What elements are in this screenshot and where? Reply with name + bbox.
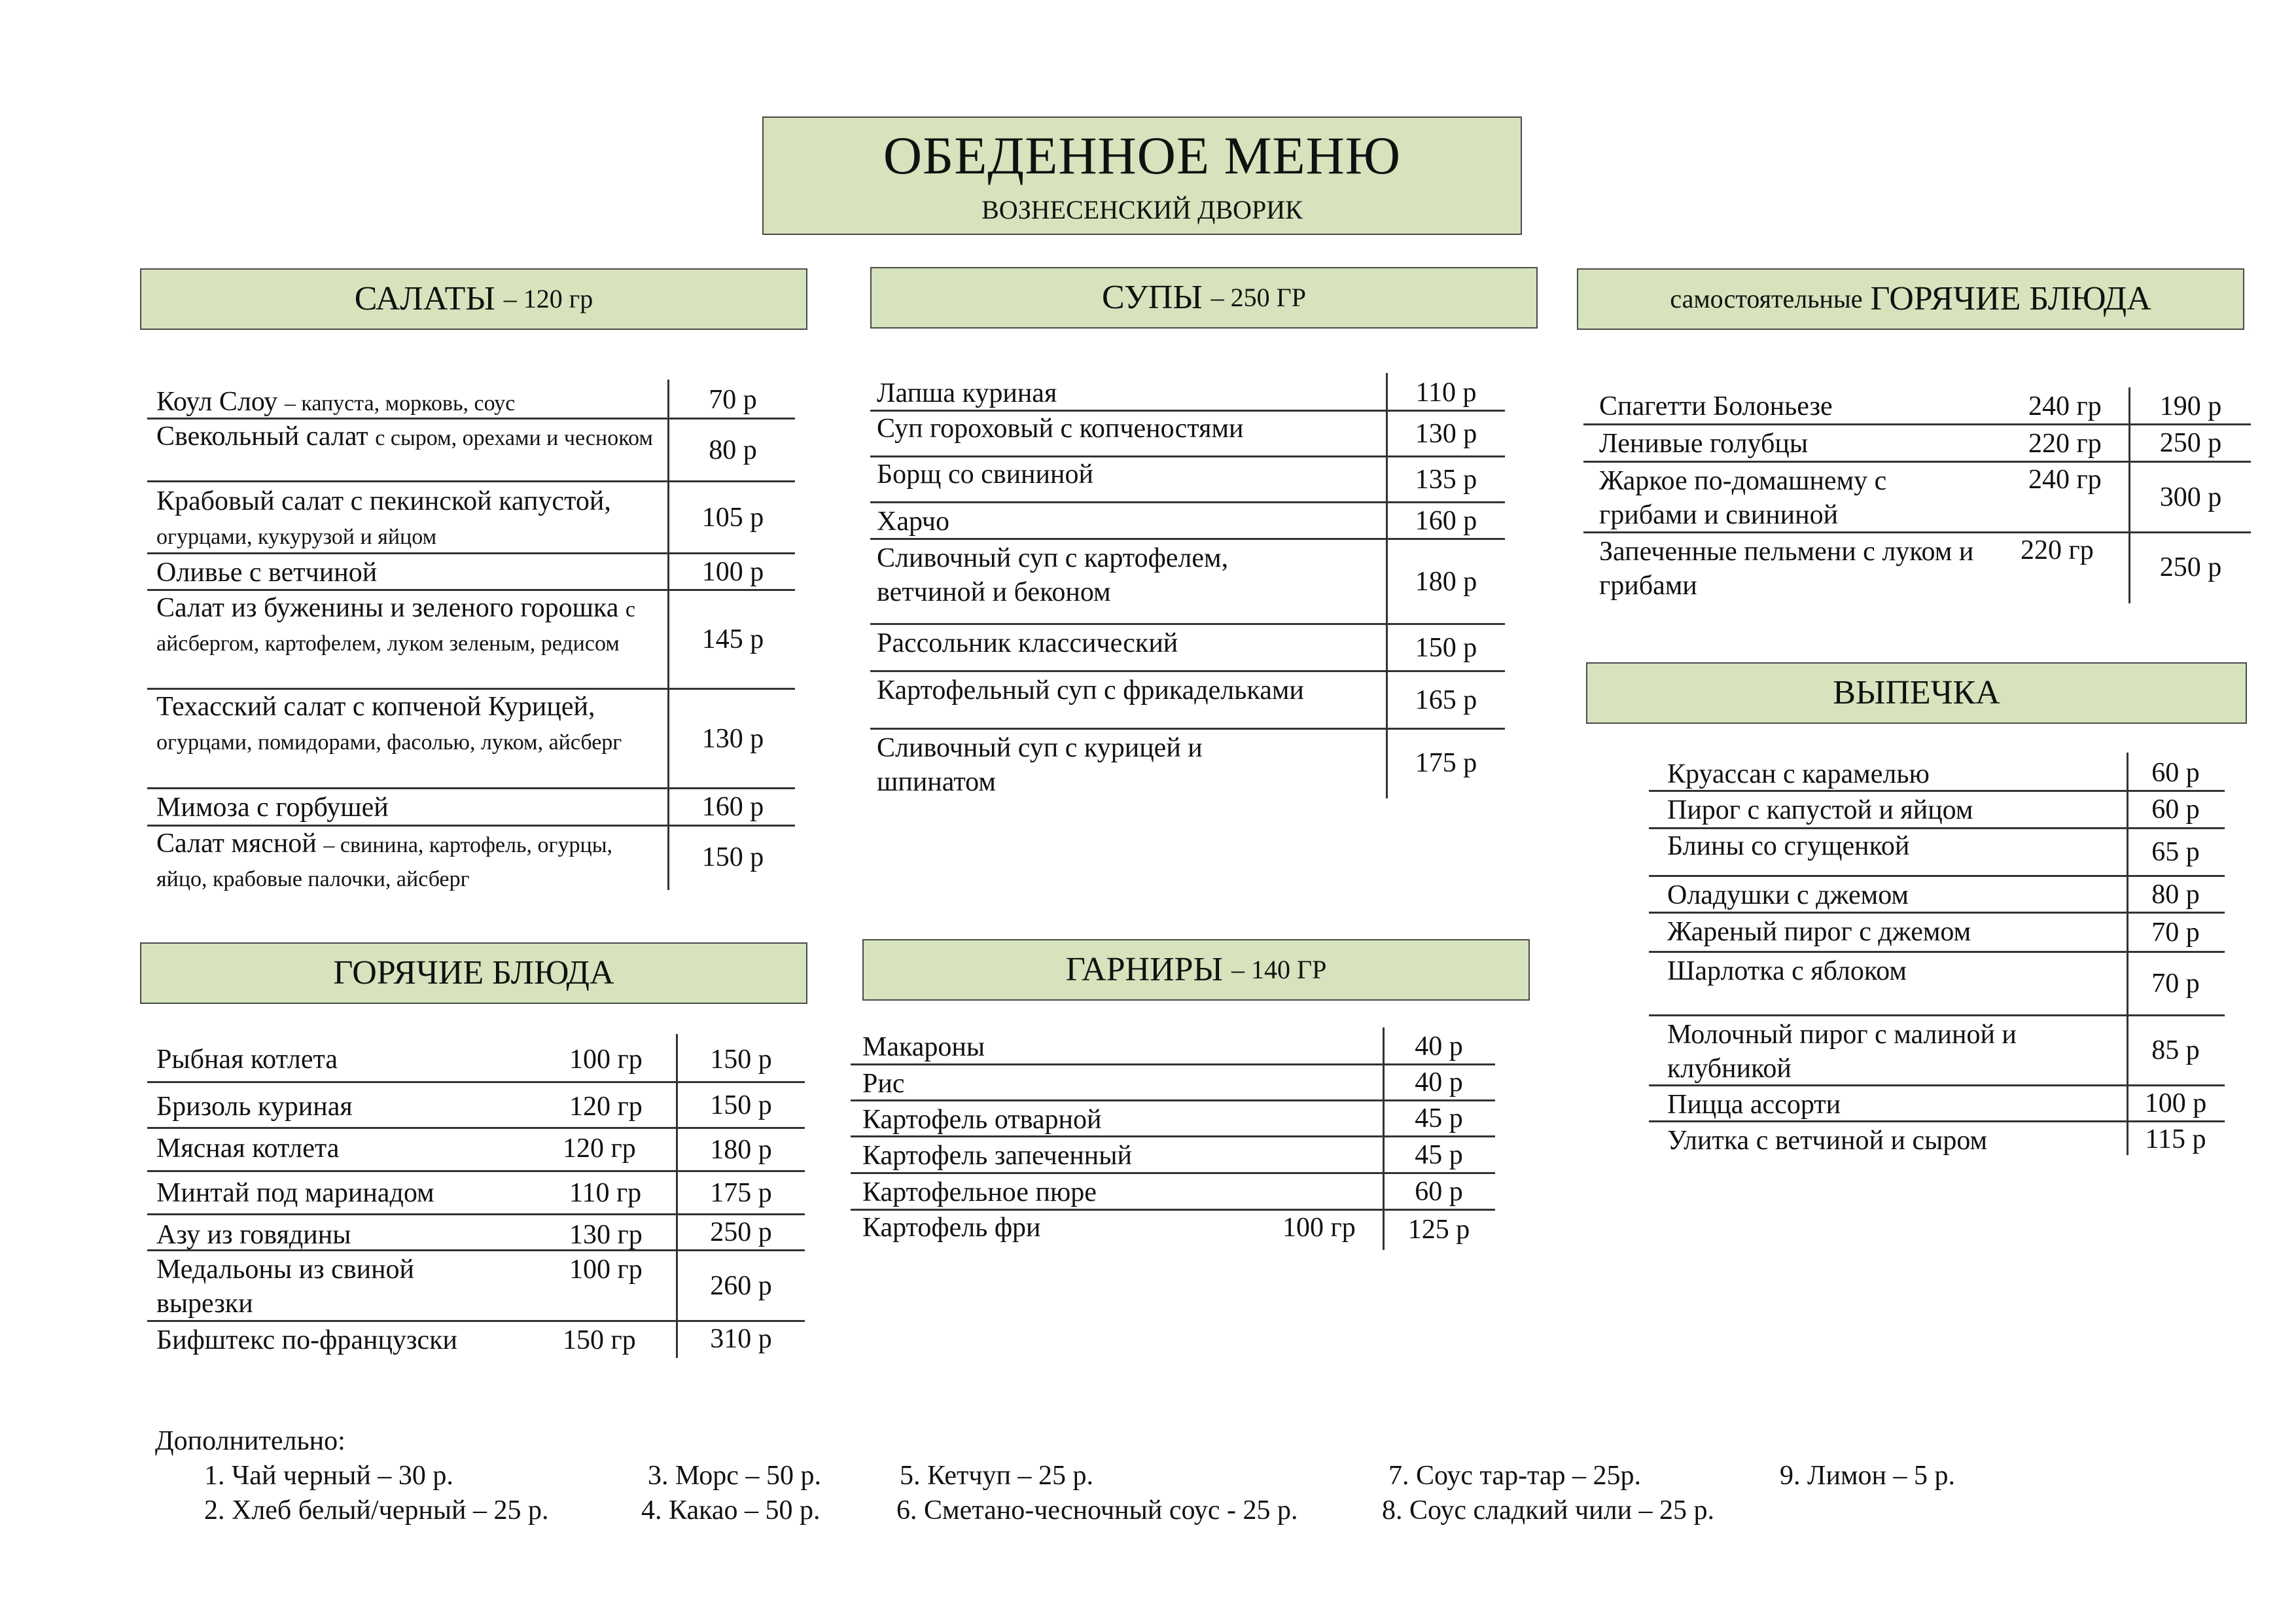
item-name: Рыбная котлета xyxy=(156,1044,338,1075)
table-row xyxy=(147,482,795,554)
item-price: 160 р xyxy=(1415,505,1477,536)
table-row xyxy=(1583,463,2251,533)
main-hot-heading: ГОРЯЧИЕ БЛЮДА xyxy=(1870,280,2151,317)
item-name: Медальоны из свиной вырезки xyxy=(156,1255,415,1319)
table-row xyxy=(147,419,795,482)
item-price: 250 р xyxy=(2159,428,2222,458)
item-weight: 220 гр xyxy=(2021,535,2094,565)
item-price: 80 р xyxy=(2151,879,2200,910)
table-row xyxy=(1649,1016,2225,1086)
page-title: ОБЕДЕННОЕ МЕНЮ xyxy=(883,125,1402,185)
item-name: Рассольник классический xyxy=(877,628,1178,658)
item-name: Жареный пирог с джемом xyxy=(1667,917,1971,947)
sides-heading: ГАРНИРЫ xyxy=(1065,951,1223,988)
item-name: Рис xyxy=(862,1069,905,1099)
item-price: 115 р xyxy=(2145,1124,2206,1154)
item-name: Пицца ассорти xyxy=(1667,1090,1841,1120)
sides-header xyxy=(862,939,1530,1001)
item-price: 45 р xyxy=(1415,1103,1463,1133)
item-name: Картофельное пюре xyxy=(862,1177,1097,1207)
item-weight: 130 гр xyxy=(569,1220,643,1250)
extras-item: 9. Лимон – 5 р. xyxy=(1780,1461,1956,1491)
item-price: 130 р xyxy=(1415,418,1477,449)
table-row xyxy=(851,1101,1495,1137)
table-row xyxy=(147,1322,805,1358)
item-weight: 120 гр xyxy=(569,1092,643,1122)
table-row xyxy=(870,375,1505,412)
item-name: Пирог с капустой и яйцом xyxy=(1667,795,1973,825)
table-row xyxy=(851,1065,1495,1101)
table-row xyxy=(870,672,1505,730)
item-weight: 240 гр xyxy=(2028,465,2102,495)
soups-header xyxy=(870,267,1538,329)
item-price: 60 р xyxy=(2151,794,2200,825)
salads-header xyxy=(140,268,807,330)
item-price: 180 р xyxy=(710,1134,772,1165)
table-row xyxy=(851,1211,1495,1250)
item-price: 180 р xyxy=(1415,566,1477,597)
table-row xyxy=(147,1037,805,1083)
item-price: 150 р xyxy=(710,1044,772,1075)
table-row xyxy=(1649,792,2225,829)
item-name: Жаркое по-домашнему с грибами и свининой xyxy=(1599,466,1887,530)
extras-label: Дополнительно: xyxy=(155,1426,345,1456)
table-row xyxy=(851,1137,1495,1174)
item-name: Молочный пирог с малиной и клубникой xyxy=(1667,1020,2017,1084)
salads-heading: САЛАТЫ xyxy=(354,280,495,317)
item-name: Оливье с ветчиной xyxy=(156,558,378,588)
item-price: 65 р xyxy=(2151,837,2200,867)
item-price: 250 р xyxy=(2159,552,2222,582)
item-price: 80 р xyxy=(709,435,757,465)
item-price: 70 р xyxy=(2151,969,2200,999)
item-name: Бризоль куриная xyxy=(156,1092,353,1122)
item-price: 70 р xyxy=(709,384,757,415)
table-row xyxy=(1649,1122,2225,1158)
item-price: 100 р xyxy=(701,556,764,587)
item-weight: 120 гр xyxy=(563,1133,636,1164)
item-name: Ленивые голубцы xyxy=(1599,429,1809,459)
table-row xyxy=(147,789,795,827)
extras-item: 3. Морс – 50 р. xyxy=(648,1461,821,1491)
item-price: 60 р xyxy=(1415,1176,1463,1207)
item-name: Лапша куриная xyxy=(877,378,1057,408)
main-hot-heading-prefix: самостоятельные xyxy=(1670,284,1863,313)
item-name: Картофельный суп с фрикадельками xyxy=(877,675,1304,705)
item-price: 40 р xyxy=(1415,1067,1463,1097)
table-row xyxy=(1649,1086,2225,1122)
page-subtitle: ВОЗНЕСЕНСКИЙ ДВОРИК xyxy=(981,194,1303,224)
item-name: Шарлотка с яблоком xyxy=(1667,956,1907,986)
item-price: 40 р xyxy=(1415,1031,1463,1061)
table-row xyxy=(147,1172,805,1215)
item-price: 110 р xyxy=(1415,377,1477,408)
item-name: Мимоза с горбушей xyxy=(156,793,389,823)
table-row xyxy=(851,1174,1495,1211)
extras-item: 2. Хлеб белый/черный – 25 р. xyxy=(204,1495,549,1525)
hot-heading: ГОРЯЧИЕ БЛЮДА xyxy=(333,954,614,991)
item-name: Коул Слоу – капуста, морковь, соус xyxy=(156,387,516,417)
salads-heading-suffix: – 120 гр xyxy=(503,284,593,313)
table-row xyxy=(870,503,1505,540)
item-name: Бифштекс по-французски xyxy=(156,1325,458,1355)
item-price: 85 р xyxy=(2151,1035,2200,1065)
table-row xyxy=(147,591,795,690)
table-row xyxy=(147,1215,805,1251)
table-row xyxy=(1649,829,2225,877)
extras-item: 1. Чай черный – 30 р. xyxy=(204,1461,453,1491)
item-price: 190 р xyxy=(2159,391,2222,421)
table-row xyxy=(1649,756,2225,792)
item-name: Азу из говядины xyxy=(156,1220,351,1250)
item-weight: 150 гр xyxy=(563,1325,636,1355)
item-weight: 240 гр xyxy=(2028,391,2102,421)
table-row xyxy=(1583,389,2251,425)
item-name: Картофель запеченный xyxy=(862,1141,1132,1171)
extras-item: 6. Сметано-чесночный соус - 25 р. xyxy=(896,1495,1298,1525)
table-row xyxy=(1649,914,2225,953)
item-name: Запеченные пельмени с луком и грибами xyxy=(1599,537,1974,601)
soups-heading: СУПЫ xyxy=(1101,279,1203,316)
item-name: Сливочный суп с картофелем, ветчиной и беконом xyxy=(877,543,1229,607)
item-price: 100 р xyxy=(2144,1088,2207,1118)
sides-heading-suffix: – 140 ГР xyxy=(1231,955,1327,984)
item-price: 310 р xyxy=(710,1324,772,1354)
item-price: 300 р xyxy=(2159,482,2222,512)
item-name: Макароны xyxy=(862,1032,985,1062)
item-price: 125 р xyxy=(1407,1214,1470,1245)
item-price: 60 р xyxy=(2151,758,2200,788)
item-price: 130 р xyxy=(701,723,764,754)
item-weight: 110 гр xyxy=(569,1178,642,1208)
item-price: 175 р xyxy=(710,1177,772,1208)
soups-heading-suffix: – 250 ГР xyxy=(1210,283,1307,312)
item-name: Круассан с карамелью xyxy=(1667,759,1930,789)
item-name: Картофель фри xyxy=(862,1213,1041,1243)
item-price: 260 р xyxy=(710,1270,772,1301)
table-row xyxy=(147,827,795,890)
item-name: Салат из буженины и зеленого горошка с айсбергом, картофелем, луком зеленым, редисом xyxy=(156,593,635,656)
item-name: Сливочный суп с курицей и шпинатом xyxy=(877,733,1203,797)
item-name: Блины со сгущенкой xyxy=(1667,831,1910,861)
table-row xyxy=(870,457,1505,503)
item-name: Спагетти Болоньезе xyxy=(1599,391,1833,421)
item-price: 70 р xyxy=(2151,917,2200,948)
item-weight: 100 гр xyxy=(569,1255,643,1285)
table-row xyxy=(1649,877,2225,914)
item-name: Картофель отварной xyxy=(862,1105,1102,1135)
table-row xyxy=(147,554,795,591)
title-banner xyxy=(762,116,1522,235)
table-row xyxy=(147,690,795,789)
item-name: Крабовый салат с пекинской капустой, огурцами, кукурузой и яйцом xyxy=(156,486,611,549)
item-name: Свекольный салат с сыром, орехами и чесноком xyxy=(156,421,653,452)
item-name: Салат мясной – свинина, картофель, огурцы, яйцо, крабовые палочки, айсберг xyxy=(156,829,613,891)
table-row xyxy=(870,625,1505,672)
extras-item: 4. Какао – 50 р. xyxy=(641,1495,821,1525)
item-weight: 100 гр xyxy=(569,1044,643,1075)
bakery-heading: ВЫПЕЧКА xyxy=(1833,674,2000,711)
extras-item: 5. Кетчуп – 25 р. xyxy=(900,1461,1094,1491)
table-row xyxy=(870,412,1505,457)
item-name: Борщ со свининой xyxy=(877,459,1093,490)
extras-item: 7. Соус тар-тар – 25р. xyxy=(1388,1461,1642,1491)
table-row xyxy=(147,1251,805,1322)
item-price: 150 р xyxy=(701,842,764,872)
item-name: Оладушки с джемом xyxy=(1667,880,1909,910)
item-price: 105 р xyxy=(701,502,764,533)
table-row xyxy=(1649,953,2225,1016)
item-name: Улитка с ветчиной и сыром xyxy=(1667,1126,1988,1156)
item-price: 175 р xyxy=(1415,748,1477,778)
item-price: 160 р xyxy=(701,792,764,822)
item-name: Минтай под маринадом xyxy=(156,1178,434,1208)
item-name: Суп гороховый с копченостями xyxy=(877,414,1244,444)
table-row xyxy=(147,1129,805,1172)
table-row xyxy=(147,382,795,419)
main-hot-header xyxy=(1577,268,2244,330)
item-price: 45 р xyxy=(1415,1139,1463,1170)
extras-item: 8. Соус сладкий чили – 25 р. xyxy=(1382,1495,1715,1525)
item-price: 135 р xyxy=(1415,464,1477,495)
item-price: 165 р xyxy=(1415,685,1477,715)
table-row xyxy=(851,1029,1495,1065)
table-row xyxy=(870,540,1505,625)
table-row xyxy=(147,1083,805,1129)
table-row xyxy=(870,730,1505,798)
table-row xyxy=(1583,533,2251,603)
table-row xyxy=(1583,425,2251,463)
hot-header xyxy=(140,942,807,1004)
item-name: Мясная котлета xyxy=(156,1133,340,1164)
item-weight: 100 гр xyxy=(1282,1213,1356,1243)
item-price: 250 р xyxy=(710,1217,772,1247)
item-name: Харчо xyxy=(877,507,950,537)
item-price: 150 р xyxy=(710,1090,772,1120)
item-price: 145 р xyxy=(701,624,764,654)
item-name: Техасский салат с копченой Курицей, огурцами, помидорами, фасолью, луком, айсберг xyxy=(156,692,622,755)
item-weight: 220 гр xyxy=(2028,429,2102,459)
bakery-header xyxy=(1586,662,2247,724)
item-price: 150 р xyxy=(1415,632,1477,663)
